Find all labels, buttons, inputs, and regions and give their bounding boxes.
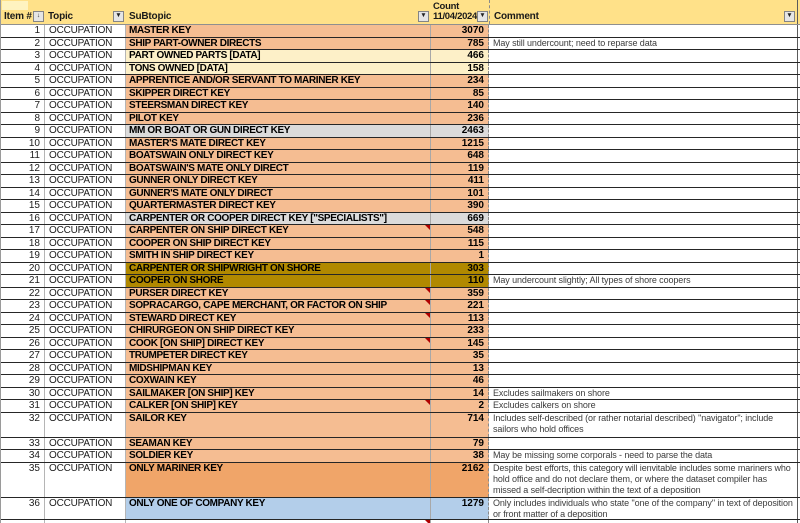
topic-cell[interactable]: OCCUPATION [45, 100, 126, 112]
comment-cell[interactable] [489, 150, 798, 162]
header-cell-topic[interactable] [45, 0, 126, 24]
comment-cell[interactable]: Excludes calkers on shore [489, 400, 798, 412]
subtopic-cell[interactable]: QUARTERMASTER DIRECT KEY [126, 200, 431, 212]
table-row [1, 438, 800, 451]
count-filter-button[interactable] [477, 11, 488, 22]
count-cell[interactable]: 221 [431, 300, 489, 312]
table-row [1, 250, 800, 263]
item-cell[interactable] [1, 520, 45, 523]
topic-cell[interactable]: OCCUPATION [45, 413, 126, 437]
topic-cell[interactable]: OCCUPATION [45, 450, 126, 462]
subtopic-cell[interactable]: SMITH IN SHIP DIRECT KEY [126, 250, 431, 262]
count-cell[interactable]: 113 [431, 313, 489, 325]
comment-flag-icon [425, 288, 430, 293]
topic-cell[interactable]: OCCUPATION [45, 325, 126, 337]
topic-cell[interactable]: OCCUPATION [45, 200, 126, 212]
item-cell[interactable]: 30 [1, 388, 45, 400]
count-cell[interactable]: 119 [431, 163, 489, 175]
comment-cell[interactable] [489, 175, 798, 187]
topic-cell[interactable]: OCCUPATION [45, 313, 126, 325]
comment-cell[interactable] [489, 238, 798, 250]
header-cell-comment[interactable] [489, 0, 798, 24]
comment-cell[interactable]: May be missing some corporals - need to parse the data [489, 450, 798, 462]
item-cell[interactable]: 4 [1, 63, 45, 75]
topic-cell[interactable]: OCCUPATION [45, 250, 126, 262]
comment-cell[interactable]: Only includes individuals who state "one of the company" in text of deposition or front matter of a deposition [489, 498, 798, 519]
comment-cell[interactable] [489, 50, 798, 62]
subtopic-cell[interactable]: TONS OWNED [DATA] [126, 63, 431, 75]
header-item-label: Item # [4, 11, 32, 22]
item-cell[interactable]: 19 [1, 250, 45, 262]
table-row [1, 150, 800, 163]
comment-flag-icon [425, 520, 430, 523]
table-row [1, 300, 800, 313]
table-row [1, 375, 800, 388]
count-cell[interactable]: 140 [431, 100, 489, 112]
topic-cell[interactable]: OCCUPATION [45, 463, 126, 497]
comment-cell[interactable] [489, 188, 798, 200]
topic-cell[interactable]: OCCUPATION [45, 338, 126, 350]
topic-cell[interactable]: OCCUPATION [45, 288, 126, 300]
header-cell-subtopic[interactable] [126, 0, 431, 24]
table-row [1, 188, 800, 201]
item-cell[interactable]: 32 [1, 413, 45, 437]
header-subtopic-label: SuBtopic [129, 11, 172, 22]
item-cell[interactable]: 23 [1, 300, 45, 312]
count-cell[interactable]: 1279 [431, 498, 489, 519]
count-cell[interactable]: 145 [431, 338, 489, 350]
item-sort-filter-button[interactable] [33, 11, 44, 22]
topic-cell[interactable]: OCCUPATION [45, 400, 126, 412]
subtopic-cell[interactable]: GUNNER ONLY DIRECT KEY [126, 175, 431, 187]
topic-cell[interactable]: OCCUPATION [45, 163, 126, 175]
filter-icon: ▼ [115, 12, 122, 19]
subtopic-cell[interactable]: SHIP PART-OWNER DIRECTS [126, 38, 431, 50]
comment-cell[interactable] [489, 363, 798, 375]
subtopic-cell[interactable]: COXWAIN KEY [126, 375, 431, 387]
count-cell[interactable]: 648 [431, 150, 489, 162]
topic-cell[interactable]: OCCUPATION [45, 88, 126, 100]
comment-filter-button[interactable] [784, 11, 795, 22]
header-count-label-line1: Count [433, 1, 459, 12]
subtopic-filter-button[interactable] [418, 11, 429, 22]
topic-cell[interactable]: OCCUPATION [45, 375, 126, 387]
comment-flag-icon [425, 300, 430, 305]
comment-cell[interactable] [489, 520, 798, 523]
item-cell[interactable]: 24 [1, 313, 45, 325]
subtopic-cell[interactable]: PURSER DIRECT KEY [126, 288, 431, 300]
comment-cell[interactable] [489, 375, 798, 387]
subtopic-cell[interactable]: BOATSWAIN'S MATE ONLY DIRECT [126, 163, 431, 175]
comment-cell[interactable] [489, 75, 798, 87]
subtopic-cell[interactable]: TRUMPETER DIRECT KEY [126, 350, 431, 362]
topic-cell[interactable]: OCCUPATION [45, 63, 126, 75]
item-cell[interactable]: 22 [1, 288, 45, 300]
count-cell[interactable]: 234 [431, 75, 489, 87]
item-cell[interactable]: 6 [1, 88, 45, 100]
comment-cell[interactable] [489, 338, 798, 350]
count-cell[interactable]: 233 [431, 325, 489, 337]
table-row [1, 113, 800, 126]
filter-icon: ▼ [786, 12, 793, 19]
comment-cell[interactable] [489, 288, 798, 300]
item-cell[interactable]: 9 [1, 125, 45, 137]
topic-cell[interactable]: OCCUPATION [45, 213, 126, 225]
table-row [1, 350, 800, 363]
subtopic-cell[interactable]: CHIRURGEON ON SHIP DIRECT KEY [126, 325, 431, 337]
comment-cell[interactable]: May still undercount; need to reparse data [489, 38, 798, 50]
subtopic-cell[interactable]: MASTER KEY [126, 25, 431, 37]
count-cell[interactable]: 2162 [431, 463, 489, 497]
item-cell[interactable]: 18 [1, 238, 45, 250]
topic-cell[interactable]: OCCUPATION [45, 125, 126, 137]
count-cell[interactable]: 236 [431, 113, 489, 125]
subtopic-cell[interactable]: BOATSWAIN ONLY DIRECT KEY [126, 150, 431, 162]
comment-cell[interactable] [489, 250, 798, 262]
comment-cell[interactable] [489, 225, 798, 237]
topic-cell[interactable]: OCCUPATION [45, 50, 126, 62]
count-cell[interactable]: 466 [431, 50, 489, 62]
count-cell[interactable] [431, 520, 489, 523]
count-cell[interactable]: 110 [431, 275, 489, 287]
count-cell[interactable]: 158 [431, 63, 489, 75]
comment-cell[interactable] [489, 300, 798, 312]
topic-cell[interactable]: OCCUPATION [45, 388, 126, 400]
comment-cell[interactable] [489, 200, 798, 212]
topic-cell[interactable]: OCCUPATION [45, 438, 126, 450]
topic-cell[interactable]: OCCUPATION [45, 350, 126, 362]
table-row [1, 388, 800, 401]
header-row [1, 0, 800, 25]
count-cell[interactable]: 3070 [431, 25, 489, 37]
item-cell[interactable]: 25 [1, 325, 45, 337]
comment-cell[interactable] [489, 138, 798, 150]
topic-cell[interactable]: OCCUPATION [45, 263, 126, 275]
count-cell[interactable]: 35 [431, 350, 489, 362]
table-row [1, 450, 800, 463]
comment-cell[interactable] [489, 438, 798, 450]
filter-icon: ▼ [420, 12, 427, 19]
item-cell[interactable]: 36 [1, 498, 45, 519]
table-row [1, 225, 800, 238]
item-cell[interactable]: 16 [1, 213, 45, 225]
topic-cell[interactable]: OCCUPATION [45, 275, 126, 287]
table-body [1, 25, 800, 523]
table-row [1, 338, 800, 351]
subtopic-cell[interactable]: SAILMAKER [ON SHIP] KEY [126, 388, 431, 400]
item-cell[interactable]: 29 [1, 375, 45, 387]
item-cell[interactable]: 14 [1, 188, 45, 200]
subtopic-cell[interactable]: SEAMAN KEY [126, 438, 431, 450]
count-cell[interactable]: 390 [431, 200, 489, 212]
comment-flag-icon [425, 313, 430, 318]
item-cell[interactable]: 8 [1, 113, 45, 125]
topic-cell[interactable]: OCCUPATION [45, 238, 126, 250]
topic-cell[interactable]: OCCUPATION [45, 138, 126, 150]
comment-cell[interactable]: Includes self-described (or rather notarial described) "navigator"; include sailors who hold offices [489, 413, 798, 437]
subtopic-cell[interactable] [126, 520, 431, 523]
table-row [1, 213, 800, 226]
filter-icon: ▼ [479, 12, 486, 19]
subtopic-cell[interactable]: ONLY MARINER KEY [126, 463, 431, 497]
count-cell[interactable]: 85 [431, 88, 489, 100]
item-cell[interactable]: 33 [1, 438, 45, 450]
topic-cell[interactable]: OCCUPATION [45, 25, 126, 37]
table-row [1, 138, 800, 151]
topic-cell[interactable] [45, 520, 126, 523]
subtopic-cell[interactable]: SOLDIER KEY [126, 450, 431, 462]
subtopic-cell[interactable]: MASTER'S MATE DIRECT KEY [126, 138, 431, 150]
item-cell[interactable]: 27 [1, 350, 45, 362]
subtopic-cell[interactable]: GUNNER'S MATE ONLY DIRECT [126, 188, 431, 200]
corner-cell [2, 1, 28, 10]
table-row [1, 163, 800, 176]
count-cell[interactable]: 548 [431, 225, 489, 237]
table-row [1, 125, 800, 138]
table-row [1, 313, 800, 326]
subtopic-cell[interactable]: CARPENTER OR SHIPWRIGHT ON SHORE [126, 263, 431, 275]
item-cell[interactable]: 21 [1, 275, 45, 287]
item-cell[interactable]: 31 [1, 400, 45, 412]
topic-cell[interactable]: OCCUPATION [45, 175, 126, 187]
subtopic-cell[interactable]: COOPER ON SHIP DIRECT KEY [126, 238, 431, 250]
count-cell[interactable]: 38 [431, 450, 489, 462]
table-row [1, 413, 800, 438]
item-cell[interactable]: 35 [1, 463, 45, 497]
comment-cell[interactable]: Excludes sailmakers on shore [489, 388, 798, 400]
count-cell[interactable]: 79 [431, 438, 489, 450]
table-row [1, 238, 800, 251]
item-cell[interactable]: 17 [1, 225, 45, 237]
table-row [1, 38, 800, 51]
count-cell[interactable]: 669 [431, 213, 489, 225]
count-cell[interactable]: 411 [431, 175, 489, 187]
subtopic-cell[interactable]: SOPRACARGO, CAPE MERCHANT, OR FACTOR ON SHIP [126, 300, 431, 312]
item-cell[interactable]: 11 [1, 150, 45, 162]
count-cell[interactable]: 359 [431, 288, 489, 300]
subtopic-cell[interactable]: ONLY ONE OF COMPANY KEY [126, 498, 431, 519]
subtopic-cell[interactable]: MIDSHIPMAN KEY [126, 363, 431, 375]
subtopic-cell[interactable]: SAILOR KEY [126, 413, 431, 437]
table-row [1, 325, 800, 338]
comment-cell[interactable] [489, 125, 798, 137]
table-row [1, 498, 800, 520]
count-cell[interactable]: 1215 [431, 138, 489, 150]
topic-cell[interactable]: OCCUPATION [45, 113, 126, 125]
topic-filter-button[interactable] [113, 11, 124, 22]
item-cell[interactable]: 3 [1, 50, 45, 62]
count-cell[interactable]: 303 [431, 263, 489, 275]
sort-filter-icon: ↓ [36, 12, 41, 19]
count-cell[interactable]: 785 [431, 38, 489, 50]
subtopic-cell[interactable]: COOK [ON SHIP] DIRECT KEY [126, 338, 431, 350]
comment-cell[interactable] [489, 63, 798, 75]
item-cell[interactable]: 12 [1, 163, 45, 175]
header-topic-label: Topic [48, 11, 73, 22]
item-cell[interactable]: 20 [1, 263, 45, 275]
item-cell[interactable]: 34 [1, 450, 45, 462]
count-cell[interactable]: 2 [431, 400, 489, 412]
subtopic-cell[interactable]: PILOT KEY [126, 113, 431, 125]
comment-cell[interactable] [489, 100, 798, 112]
comment-cell[interactable] [489, 88, 798, 100]
count-cell[interactable]: 14 [431, 388, 489, 400]
comment-cell[interactable]: Despite best efforts, this category will ienvitable includes some mariners who hold office and do not declare them, or where the dataset compiler has missed a self-decription within the text of a deposition [489, 463, 798, 497]
table-row [1, 88, 800, 101]
item-cell[interactable]: 15 [1, 200, 45, 212]
comment-flag-icon [425, 225, 430, 230]
table-row [1, 25, 800, 38]
subtopic-cell[interactable]: COOPER ON SHORE [126, 275, 431, 287]
header-cell-count[interactable] [431, 0, 489, 24]
comment-cell[interactable]: May undercount slightly; All types of shore coopers [489, 275, 798, 287]
header-count-label-line2: 11/04/2024 [433, 11, 478, 22]
table-row [1, 200, 800, 213]
subtopic-cell[interactable]: CARPENTER ON SHIP DIRECT KEY [126, 225, 431, 237]
item-cell[interactable]: 10 [1, 138, 45, 150]
count-cell[interactable]: 714 [431, 413, 489, 437]
header-comment-label: Comment [494, 11, 539, 22]
comment-cell[interactable] [489, 313, 798, 325]
topic-cell[interactable]: OCCUPATION [45, 188, 126, 200]
table-row [1, 63, 800, 76]
table-row [1, 50, 800, 63]
subtopic-cell[interactable]: SKIPPER DIRECT KEY [126, 88, 431, 100]
subtopic-cell[interactable]: CARPENTER OR COOPER DIRECT KEY ["SPECIALISTS"] [126, 213, 431, 225]
table-row [1, 400, 800, 413]
subtopic-cell[interactable]: STEERSMAN DIRECT KEY [126, 100, 431, 112]
table-row [1, 463, 800, 498]
comment-cell[interactable] [489, 163, 798, 175]
item-cell[interactable]: 13 [1, 175, 45, 187]
table-row [1, 263, 800, 276]
table-row [1, 520, 800, 523]
topic-cell[interactable]: OCCUPATION [45, 300, 126, 312]
subtopic-cell[interactable]: MM OR BOAT OR GUN DIRECT KEY [126, 125, 431, 137]
table-row [1, 275, 800, 288]
topic-cell[interactable]: OCCUPATION [45, 498, 126, 519]
item-cell[interactable]: 7 [1, 100, 45, 112]
comment-flag-icon [425, 400, 430, 405]
table-row [1, 363, 800, 376]
item-cell[interactable]: 26 [1, 338, 45, 350]
table-row [1, 175, 800, 188]
subtopic-cell[interactable]: STEWARD DIRECT KEY [126, 313, 431, 325]
comment-cell[interactable] [489, 113, 798, 125]
count-cell[interactable]: 46 [431, 375, 489, 387]
topic-cell[interactable]: OCCUPATION [45, 225, 126, 237]
subtopic-cell[interactable]: PART OWNED PARTS [DATA] [126, 50, 431, 62]
count-cell[interactable]: 115 [431, 238, 489, 250]
topic-cell[interactable]: OCCUPATION [45, 150, 126, 162]
table-row [1, 75, 800, 88]
table-row [1, 288, 800, 301]
item-cell[interactable]: 28 [1, 363, 45, 375]
item-cell[interactable]: 5 [1, 75, 45, 87]
count-cell[interactable]: 13 [431, 363, 489, 375]
item-cell[interactable]: 1 [1, 25, 45, 37]
item-cell[interactable]: 2 [1, 38, 45, 50]
count-cell[interactable]: 101 [431, 188, 489, 200]
comment-cell[interactable] [489, 263, 798, 275]
topic-cell[interactable]: OCCUPATION [45, 38, 126, 50]
comment-cell[interactable] [489, 325, 798, 337]
subtopic-cell[interactable]: APPRENTICE AND/OR SERVANT TO MARINER KEY [126, 75, 431, 87]
topic-cell[interactable]: OCCUPATION [45, 75, 126, 87]
table-row [1, 100, 800, 113]
comment-cell[interactable] [489, 25, 798, 37]
comment-cell[interactable] [489, 213, 798, 225]
count-cell[interactable]: 1 [431, 250, 489, 262]
comment-flag-icon [425, 338, 430, 343]
subtopic-cell[interactable]: CALKER [ON SHIP] KEY [126, 400, 431, 412]
topic-cell[interactable]: OCCUPATION [45, 363, 126, 375]
count-cell[interactable]: 2463 [431, 125, 489, 137]
comment-cell[interactable] [489, 350, 798, 362]
